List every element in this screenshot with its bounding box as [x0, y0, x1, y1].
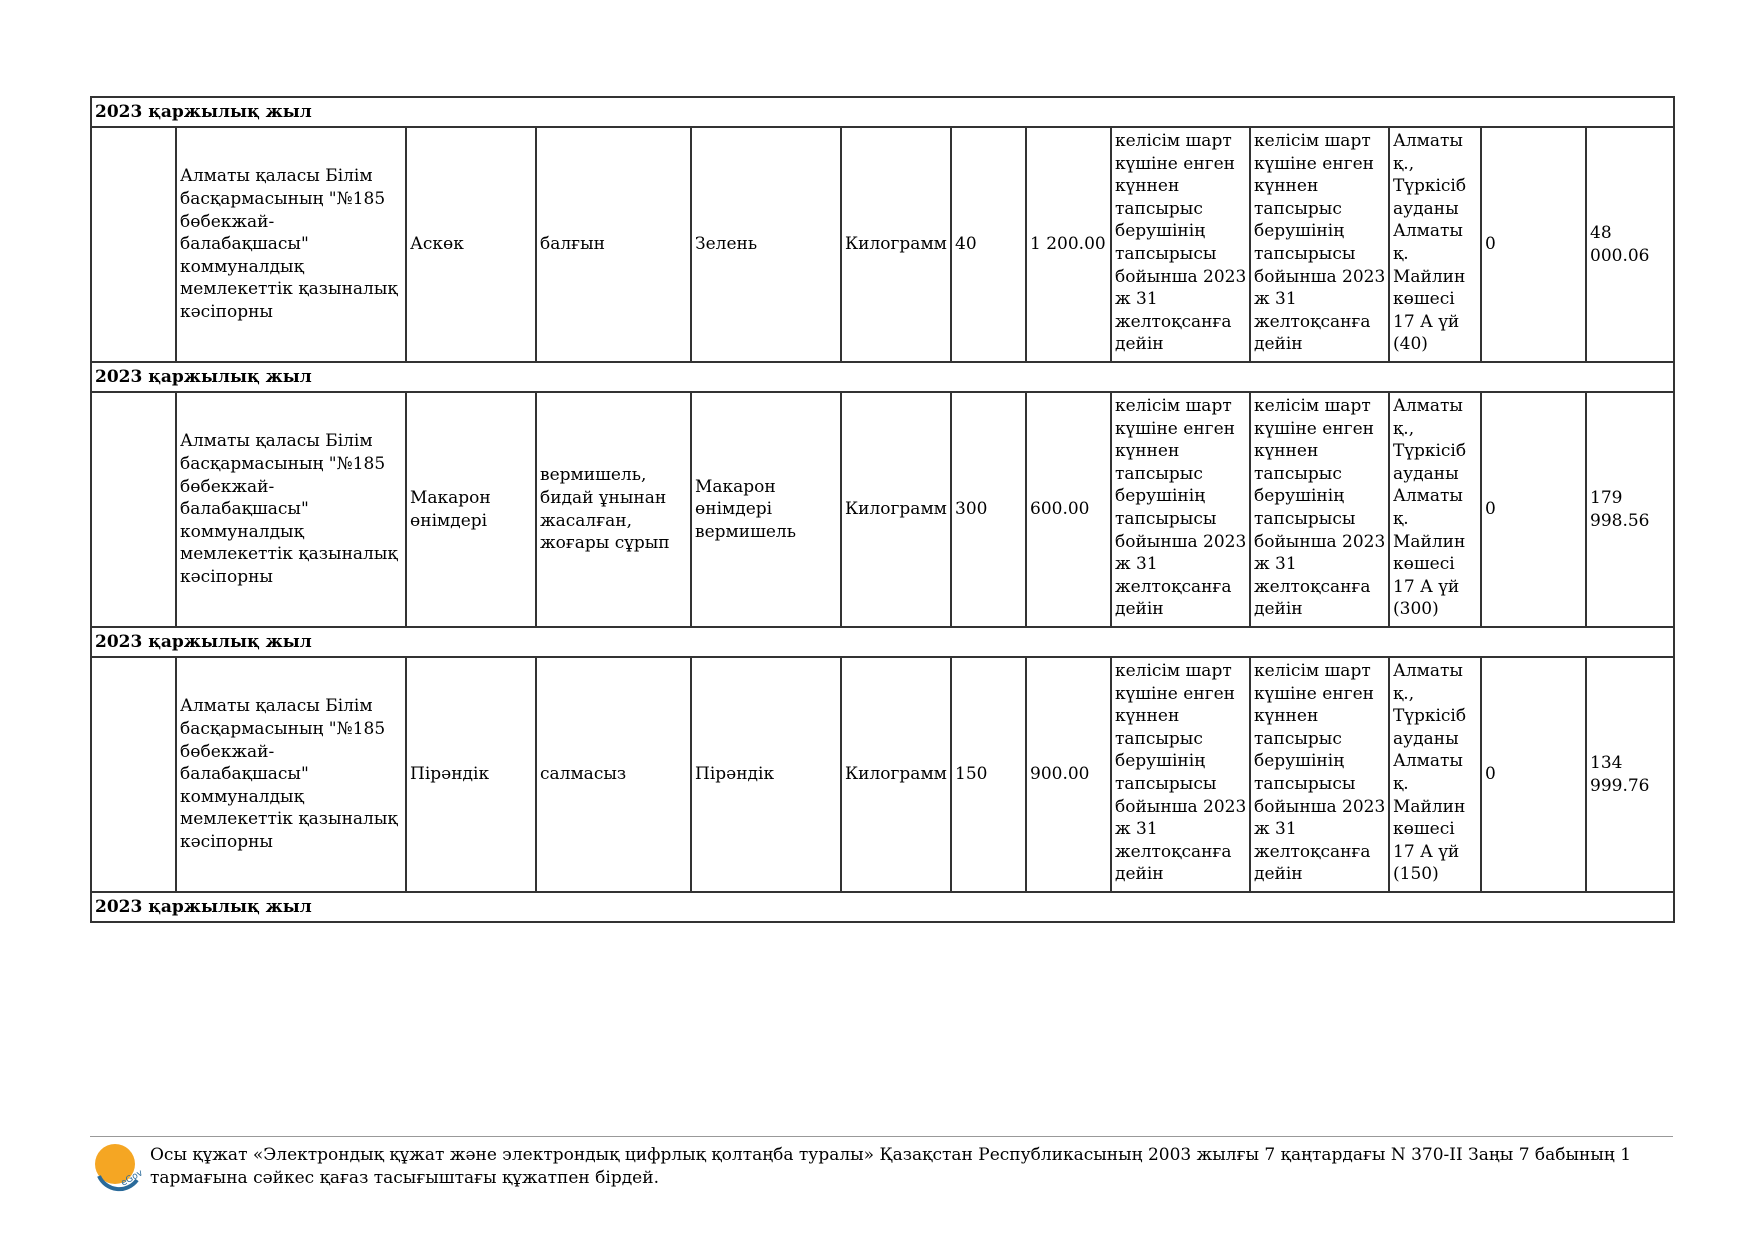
year-row	[91, 892, 1674, 922]
delivery-term-cell: келісім шарт күшіне енген күннен тапсырыс берушінің тапсырысы бойынша 2023 ж 31 желтоқсанға дейін	[1111, 392, 1250, 627]
sum-cell: 134 999.76	[1586, 657, 1674, 892]
advance-cell: 0	[1481, 392, 1586, 627]
table-row	[91, 657, 1674, 892]
address-cell: Алматы қ., Түркісіб ауданы Алматы қ. Майлин көшесі 17 А үй (150)	[1389, 657, 1481, 892]
legal-notice-text: Осы құжат «Электрондық құжат және электрондық цифрлық қолтаңба туралы» Қазақстан Республикасының 2003 жылғы 7 қаңтардағы N 370-II Заңы 7 бабының 1 тармағына сәйкес қағаз тасығыштағы құжатпен бірдей.	[150, 1145, 1632, 1188]
short-name-cell: Макарон өнімдері вермишель	[691, 392, 841, 627]
product-cell: Пірәндік	[406, 657, 536, 892]
product-cell: Аскөк	[406, 127, 536, 362]
legal-footer	[90, 1136, 1673, 1189]
sum-cell: 179 998.56	[1586, 392, 1674, 627]
customer-cell: Алматы қаласы Білім басқармасының "№185 бөбекжай-балабақшасы" коммуналдық мемлекеттік қазыналық кәсіпорны	[176, 127, 406, 362]
quantity-cell: 40	[951, 127, 1026, 362]
row-number-cell	[91, 392, 176, 627]
advance-cell: 0	[1481, 657, 1586, 892]
product-cell: Макарон өнімдері	[406, 392, 536, 627]
year-label: 2023 қаржылық жыл	[91, 892, 1674, 922]
procurement-table	[90, 96, 1675, 923]
price-cell: 900.00	[1026, 657, 1111, 892]
year-row	[91, 97, 1674, 127]
unit-cell: Килограмм	[841, 127, 951, 362]
short-name-cell: Зелень	[691, 127, 841, 362]
characteristic-cell: салмасыз	[536, 657, 691, 892]
short-name-cell: Пірәндік	[691, 657, 841, 892]
customer-cell: Алматы қаласы Білім басқармасының "№185 бөбекжай-балабақшасы" коммуналдық мемлекеттік қазыналық кәсіпорны	[176, 392, 406, 627]
year-row	[91, 627, 1674, 657]
characteristic-cell: вермишель, бидай ұнынан жасалған, жоғары сұрып	[536, 392, 691, 627]
year-row	[91, 362, 1674, 392]
e-gov-sun-logo-icon	[93, 1142, 145, 1190]
characteristic-cell: балғын	[536, 127, 691, 362]
row-number-cell	[91, 657, 176, 892]
delivery-term-cell: келісім шарт күшіне енген күннен тапсырыс берушінің тапсырысы бойынша 2023 ж 31 желтоқсанға дейін	[1111, 127, 1250, 362]
customer-cell: Алматы қаласы Білім басқармасының "№185 бөбекжай-балабақшасы" коммуналдық мемлекеттік қазыналық кәсіпорны	[176, 657, 406, 892]
svg-text:eGov: eGov	[119, 1168, 145, 1189]
table-row	[91, 127, 1674, 362]
table-row	[91, 392, 1674, 627]
quantity-cell: 300	[951, 392, 1026, 627]
unit-cell: Килограмм	[841, 657, 951, 892]
sum-cell: 48 000.06	[1586, 127, 1674, 362]
year-label: 2023 қаржылық жыл	[91, 97, 1674, 127]
year-label: 2023 қаржылық жыл	[91, 362, 1674, 392]
address-cell: Алматы қ., Түркісіб ауданы Алматы қ. Майлин көшесі 17 А үй (40)	[1389, 127, 1481, 362]
delivery-term-cell: келісім шарт күшіне енген күннен тапсырыс берушінің тапсырысы бойынша 2023 ж 31 желтоқсанға дейін	[1111, 657, 1250, 892]
address-cell: Алматы қ., Түркісіб ауданы Алматы қ. Майлин көшесі 17 А үй (300)	[1389, 392, 1481, 627]
row-number-cell	[91, 127, 176, 362]
unit-cell: Килограмм	[841, 392, 951, 627]
delivery-term-2-cell: келісім шарт күшіне енген күннен тапсырыс берушінің тапсырысы бойынша 2023 ж 31 желтоқсанға дейін	[1250, 657, 1389, 892]
year-label: 2023 қаржылық жыл	[91, 627, 1674, 657]
advance-cell: 0	[1481, 127, 1586, 362]
delivery-term-2-cell: келісім шарт күшіне енген күннен тапсырыс берушінің тапсырысы бойынша 2023 ж 31 желтоқсанға дейін	[1250, 127, 1389, 362]
price-cell: 600.00	[1026, 392, 1111, 627]
delivery-term-2-cell: келісім шарт күшіне енген күннен тапсырыс берушінің тапсырысы бойынша 2023 ж 31 желтоқсанға дейін	[1250, 392, 1389, 627]
quantity-cell: 150	[951, 657, 1026, 892]
price-cell: 1 200.00	[1026, 127, 1111, 362]
